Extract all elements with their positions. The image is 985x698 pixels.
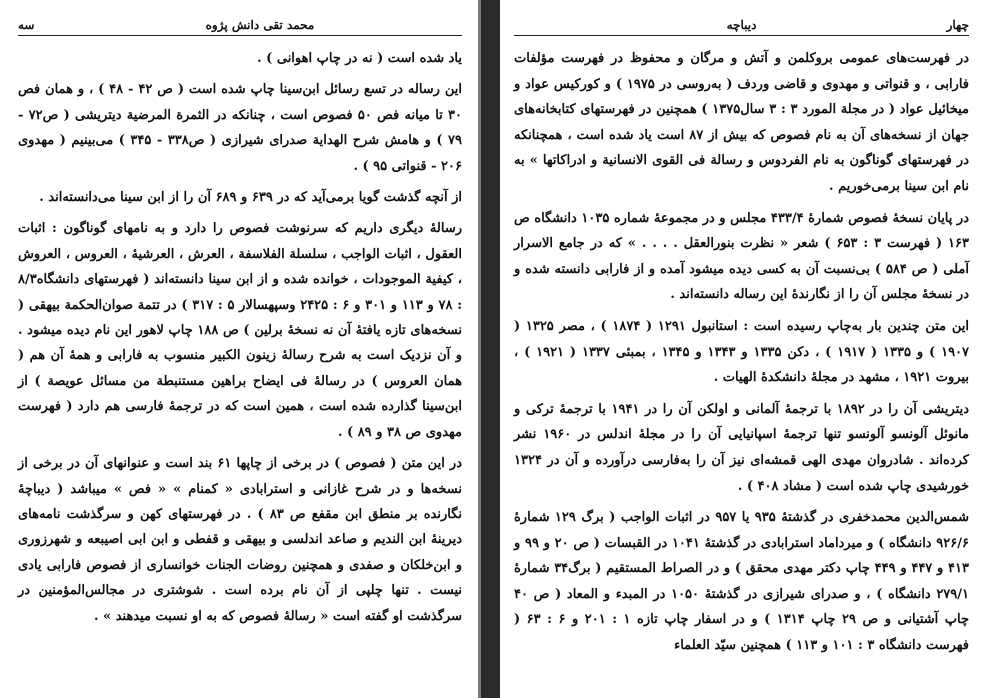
page-number: چهار <box>946 18 969 32</box>
paragraph: شمس‌الدین محمدخفری در گذشتهٔ ۹۳۵ یا ۹۵۷ در اثبات الواجب ( برگ ۱۲۹ شمارهٔ ۹۲۶/۶ دانشگاه ) و میرداماد استرابادی در گذشتهٔ ۱۰۴۱ در القبسات ( ص ۲۰ و ۹۹ و ۴۱۳ و ۴۴۷ و ۴۴۹ چاپ دکتر مهدی محقق ) و در الصراط المستقیم ( برگ۳۴ شمارهٔ ۲۷۹/۱ دانشگاه ) ، و صدرای شیرازی در گذشتهٔ ۱۰۵۰ در المبدء و المعاد ( ص ۴۰ چاپ آشتیانی و ص ۲۹ چاپ ۱۳۱۴ ) و در اسفار چاپ تازه ۱ : ۲۰۱ و ۶ : ۶۳ ( فهرست دانشگاه ۳ : ۱۰۱ و ۱۱۳ ) همچنین سیّد العلماء <box>514 510 970 654</box>
book-gutter <box>478 0 500 698</box>
paragraph: از آنچه گذشت گویا برمی‌آید که در ۶۳۹ و ۶۸۹ آن را از ابن سینا می‌دانسته‌اند . <box>39 190 462 206</box>
paragraph: این متن چندین بار به‌چاپ رسیده است : استانبول ۱۲۹۱ ( ۱۸۷۴ ) ، مصر ۱۳۲۵ ( ۱۹۰۷ ) و ۱۳۳۵ ( ۱۹۱۷ ) ، دکن ۱۳۳۵ و ۱۳۴۳ و ۱۳۴۵ ، بمبئی ۱۳۳۷ ( ۱۹۲۱ ) ، بیروت ۱۹۲۱ ، مشهد در مجلهٔ دانشکدهٔ الهیات . <box>514 318 970 386</box>
paragraph: در فهرست‌های عمومی بروکلمن و آتش و مرگان و محفوظ در فهرست مؤلفات فارابی ، و قنواتی و مهدوی و قاضی وردف ( به‌روسی در ۱۹۷۵ ) و کورکیس عواد و میخائیل عواد ( در مجلة المورد ۳ : ۳ سال۱۳۷۵ ) همچنین در فهرستهای کتابخانه‌های جهان از نسخه‌های آن به نام فصوص که بیش از ۸۷ است یاد شده است ، همچنانکه در فهرستهای گوناگون به نام الفردوس و رسالة فی القوی الانسانیة و ادراکاتها » به نام ابن سینا برمی‌خوریم . <box>514 51 970 194</box>
left-page-header <box>18 12 462 36</box>
running-title: محمد تقی دانش پژوه <box>205 18 315 32</box>
running-title: دیباچه <box>726 18 757 32</box>
paragraph: در پایان نسخهٔ فصوص شمارهٔ ۴۳۳/۴ مجلس و در مجموعهٔ شماره ۱۰۳۵ دانشگاه ص ۱۶۳ ( فهرست ۳ : ۶۵۳ ) شعر « نظرت بنورالعقل . . . . » که در جامع الاسرار آملی ( ص ۵۸۴ ) بی‌نسبت آن به کسی دیده میشود آمده و از فارابی دانسته شده و در نسخهٔ مجلس آن را از نگارندهٔ این رساله دانسته‌اند . <box>514 210 969 303</box>
paragraph: در این متن ( فصوص ) در برخی از چاپها ۶۱ بند است و عنوانهای آن در برخی از نسخه‌ها و در شرح غازانی و استرابادی « کمنام » « فص » میباشد ( دیباچهٔ نگارنده بر منطق ابن مقفع ص ۸۳ ) . در فهرستهای کهن و سرگذشت نامه‌های دیرینهٔ ابن الندیم و صاعد اندلسی و بیهقی و قفطی و ابن ابی اصیبعه و شهرزوری و ابن‌خلکان و صفدی و همچنین روضات الجنات خوانساری از فصوص فارابی یادی نیست . تنها چلپی از آن نام برده است . شوشتری در مجالس‌المؤمنین در سرگذشت او گفته است « رسالهٔ فصوص که به او نسبت میدهند » . <box>18 456 462 624</box>
paragraph: یاد شده است ( نه در چاپ اهوانی ) . <box>257 51 462 66</box>
right-page <box>500 0 985 698</box>
right-page-header <box>514 12 969 36</box>
right-page-body <box>514 46 969 659</box>
page-number: سه <box>18 18 35 32</box>
gutter-edge <box>478 0 481 698</box>
left-page-body <box>18 46 462 629</box>
paragraph: این رساله در تسع رسائل ابن‌سینا چاپ شده است ( ص ۴۲ - ۴۸ ) ، و همان فص ۳۰ تا میانه فص ۵۰ فصوص است ، چنانکه در الثمرة المرضیة دیتریشی ( ص۷۲ - ۷۹ ) و هامش شرح الهدایة صدرای شیرازی ( ص۳۳۸ - ۳۴۵ ) می‌بینیم ( مهدوی ۲۰۶ - قنواتی ۹۵ ) . <box>18 82 463 174</box>
paragraph: رسالهٔ دیگری داریم که سرنوشت فصوص را دارد و به نامهای گوناگون : اثبات العقول ، اثبات الواجب ، سلسلة الفلاسفة ، العرش ، العرشیهٔ ، العروس ، العروش ، کیفیة الموجودات ، خوانده شده و از ابن سینا دانسته‌اند ( فهرستهای دانشگاه۸/۳ : ۷۸ و ۱۱۳ و ۳۰۱ و ۶ : ۲۴۲۵ وسپهسالار ۵ : ۳۱۷ ) در تتمة صوان‌الحکمة بیهقی ( نسخه‌های تازه یافتهٔ آن نه نسخهٔ برلین ) ص ۱۸۸ چاپ لاهور این نام دیده میشود . و آن نزدیک است به شرح رسالهٔ زینون الکبیر منسوب به فارابی و همهٔ آن هم ( همان العروس ) در رسالهٔ فی ایضاح براهین مستنبطة من مسائل عویصة ) از ابن‌سینا گذارده شده است ، همین است که در ترجمهٔ فارسی هم دارد ( فهرست مهدوی ص ۳۸ و ۸۹ ) . <box>18 221 462 440</box>
paragraph: دیتریشی آن را در ۱۸۹۲ با ترجمهٔ آلمانی و اولکن آن را در ۱۹۴۱ با ترجمهٔ ترکی و مانوئل آلونسو آلونسو تنها ترجمهٔ اسپانیایی آن را در مجلهٔ اندلس در ۱۹۶۰ نشر کرده‌اند . شادروان مهدی الهی قمشه‌ای نیز آن را به‌فارسی درآورده و آن در ۱۳۲۴ خورشیدی چاپ شده است ( مشاد ۴۰۸ ) . <box>514 401 969 494</box>
left-page <box>0 0 478 698</box>
